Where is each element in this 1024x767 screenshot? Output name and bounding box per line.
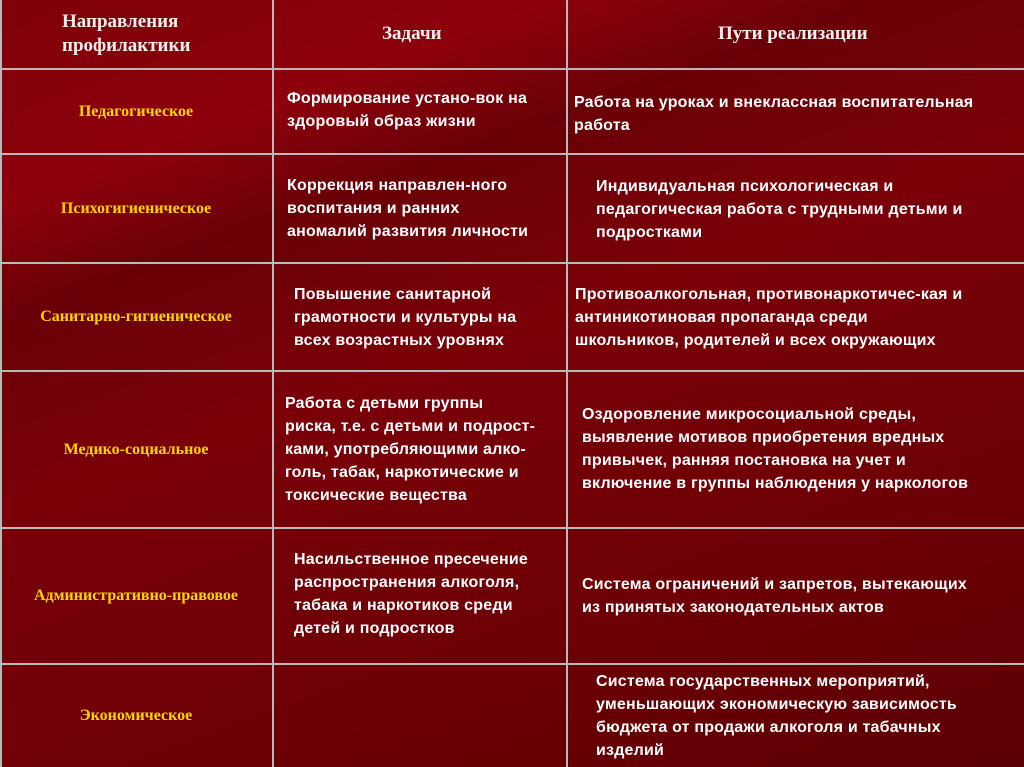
task-line: ками, употребляющими алко- [285,441,526,458]
task-line: Работа с детьми группы [285,395,484,412]
ways-line: выявление мотивов приобретения вредных [582,429,945,446]
ways-cell [596,175,963,244]
ways-cell [575,283,962,352]
ways-line: включение в группы наблюдения у наркологов [582,475,969,492]
direction-cell: Административно-правовое [34,587,238,604]
task-line: всех возрастных уровнях [294,332,505,349]
direction-cell: Психогигиеническое [60,199,212,217]
ways-line: подростками [596,224,703,241]
task-cell [285,392,535,507]
direction-cell: Медико-социальное [63,440,209,458]
ways-line: Оздоровление микросоциальной среды, [582,406,917,423]
ways-line: бюджета от продажи алкоголя и табачных [596,719,941,736]
ways-cell [582,573,967,619]
task-cell [287,174,528,243]
task-line: Коррекция направлен-ного [287,177,508,194]
task-line: табака и наркотиков среди [294,597,513,614]
task-line: Повышение санитарной [294,286,492,303]
table-column-divider [272,0,274,767]
ways-line: изделий [596,742,665,759]
task-line: аномалий развития личности [287,223,529,240]
header-tasks: Задачи [382,23,442,44]
header-ways: Пути реализации [718,23,868,44]
task-line: воспитания и ранних [287,200,460,217]
direction-cell: Экономическое [79,707,193,724]
task-cell [294,548,528,640]
task-line: здоровый образ жизни [287,113,476,130]
header-directions-line: профилактики [62,35,191,56]
ways-line: школьников, родителей и всех окружающих [575,332,936,349]
ways-line: педагогическая работа с трудными детьми и [596,201,963,218]
task-cell [294,283,516,352]
ways-line: Работа на уроках и внеклассная воспитательная [574,94,974,111]
ways-cell [574,91,973,137]
ways-line: Противоалкогольная, противонаркотичес-кая и [575,286,963,303]
task-line: детей и подростков [294,620,455,637]
task-line: токсические вещества [285,487,467,504]
task-line: голь, табак, наркотические и [285,464,519,481]
ways-line: Система ограничений и запретов, вытекающих [582,576,967,593]
task-line: риска, т.е. с детьми и подрост- [285,418,536,435]
task-line: грамотности и культуры на [294,309,517,326]
task-line: Насильственное пресечение [294,551,528,568]
header-directions [62,10,190,58]
direction-cell: Санитарно-гигиеническое [40,308,232,325]
ways-line: привычек, ранняя постановка на учет и [582,452,906,469]
table-column-divider [566,0,568,767]
ways-line: антиникотиновая пропаганда среди [575,309,868,326]
task-line: Формирование устано-вок на [287,90,528,107]
ways-cell [596,670,957,762]
header-directions-line: Направления [62,11,179,32]
ways-line: уменьшающих экономическую зависимость [596,696,957,713]
ways-cell [582,403,968,495]
task-line: распространения алкоголя, [294,574,520,591]
ways-line: Индивидуальная психологическая и [596,178,894,195]
task-cell [287,87,527,133]
ways-line: из принятых законодательных актов [582,599,884,616]
ways-line: Система государственных мероприятий, [596,673,930,690]
ways-line: работа [574,117,630,134]
direction-cell: Педагогическое [78,102,194,120]
